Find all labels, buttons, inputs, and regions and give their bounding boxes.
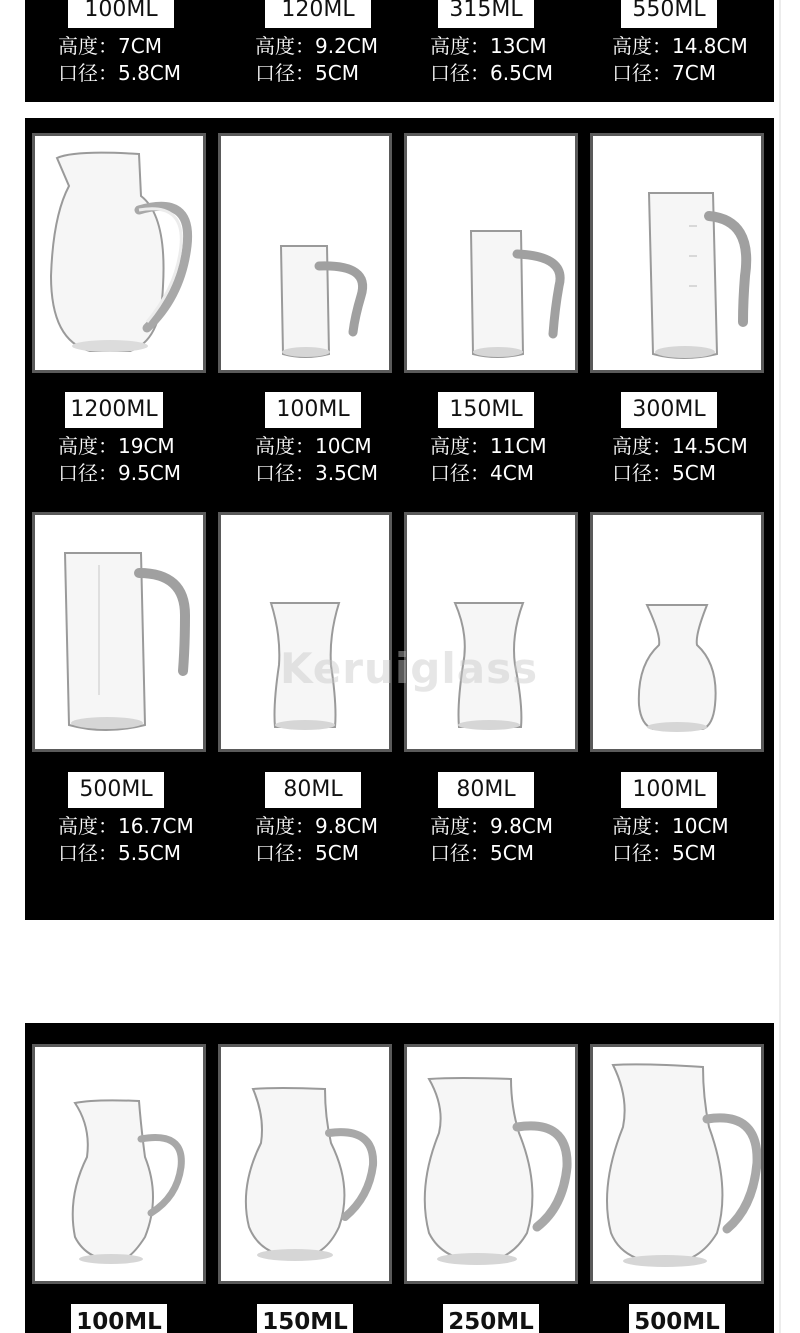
spec-panel-bottom (25, 1023, 774, 1333)
capacity-label: 1200ML (65, 392, 163, 428)
product-photo (590, 133, 764, 373)
spec-mouth: 口径：9.5CM (58, 461, 182, 485)
capacity-label: 150ML (257, 1304, 353, 1333)
pitcher-icon (221, 1047, 389, 1281)
spec-mouth: 口径：7CM (612, 61, 716, 85)
capacity-label: 80ML (438, 772, 534, 808)
spec-mouth: 口径：5CM (255, 841, 359, 865)
pitcher-icon (407, 1047, 575, 1281)
spec-height: 高度：16.7CM (58, 814, 194, 838)
spec-height: 高度：9.8CM (255, 814, 379, 838)
handled-beaker-icon (221, 136, 389, 370)
spec-mouth: 口径：4CM (430, 461, 534, 485)
spec-height: 高度：10CM (255, 434, 372, 458)
spec-panel-middle (25, 118, 774, 920)
product-photo (404, 133, 578, 373)
product-photo (32, 1044, 206, 1284)
capacity-label: 80ML (265, 772, 361, 808)
spec-height: 高度：14.5CM (612, 434, 748, 458)
spec-height: 高度：11CM (430, 434, 547, 458)
product-photo (404, 512, 578, 752)
product-photo (32, 512, 206, 752)
spec-height: 高度：10CM (612, 814, 729, 838)
spec-mouth: 口径：5.5CM (58, 841, 182, 865)
capacity-label: 500ML (629, 1304, 725, 1333)
capacity-label: 120ML (265, 0, 371, 28)
capacity-label: 100ML (68, 0, 174, 28)
capacity-label: 100ML (621, 772, 717, 808)
product-photo (218, 1044, 392, 1284)
product-photo (404, 1044, 578, 1284)
spec-mouth: 口径：6.5CM (430, 61, 554, 85)
capacity-label: 300ML (621, 392, 717, 428)
spec-height: 高度：13CM (430, 34, 547, 58)
spec-mouth: 口径：5.8CM (58, 61, 182, 85)
carafe-icon (407, 515, 575, 749)
spec-height: 高度：9.8CM (430, 814, 554, 838)
capacity-label: 550ML (621, 0, 717, 28)
pitcher-icon (35, 136, 203, 370)
spec-height: 高度：9.2CM (255, 34, 379, 58)
carafe-icon (221, 515, 389, 749)
capacity-label: 100ML (71, 1304, 167, 1333)
spec-height: 高度：14.8CM (612, 34, 748, 58)
handled-beaker-icon (35, 515, 203, 749)
spec-mouth: 口径：3.5CM (255, 461, 379, 485)
spec-mouth: 口径：5CM (612, 841, 716, 865)
spec-panel-top (25, 0, 774, 102)
spec-mouth: 口径：5CM (612, 461, 716, 485)
right-edge-rule (779, 0, 781, 1333)
product-photo (32, 133, 206, 373)
spec-height: 高度：7CM (58, 34, 162, 58)
product-photo (590, 512, 764, 752)
capacity-label: 500ML (68, 772, 164, 808)
pitcher-icon (35, 1047, 203, 1281)
spec-mouth: 口径：5CM (430, 841, 534, 865)
handled-beaker-icon (407, 136, 575, 370)
capacity-label: 150ML (438, 392, 534, 428)
product-photo (590, 1044, 764, 1284)
pitcher-icon (593, 1047, 761, 1281)
carafe-icon (593, 515, 761, 749)
product-photo (218, 133, 392, 373)
capacity-label: 315ML (438, 0, 534, 28)
spec-height: 高度：19CM (58, 434, 175, 458)
watermark-text: Keruiglass (280, 644, 539, 693)
handled-beaker-icon (593, 136, 761, 370)
spec-mouth: 口径：5CM (255, 61, 359, 85)
capacity-label: 250ML (443, 1304, 539, 1333)
product-photo (218, 512, 392, 752)
capacity-label: 100ML (265, 392, 361, 428)
